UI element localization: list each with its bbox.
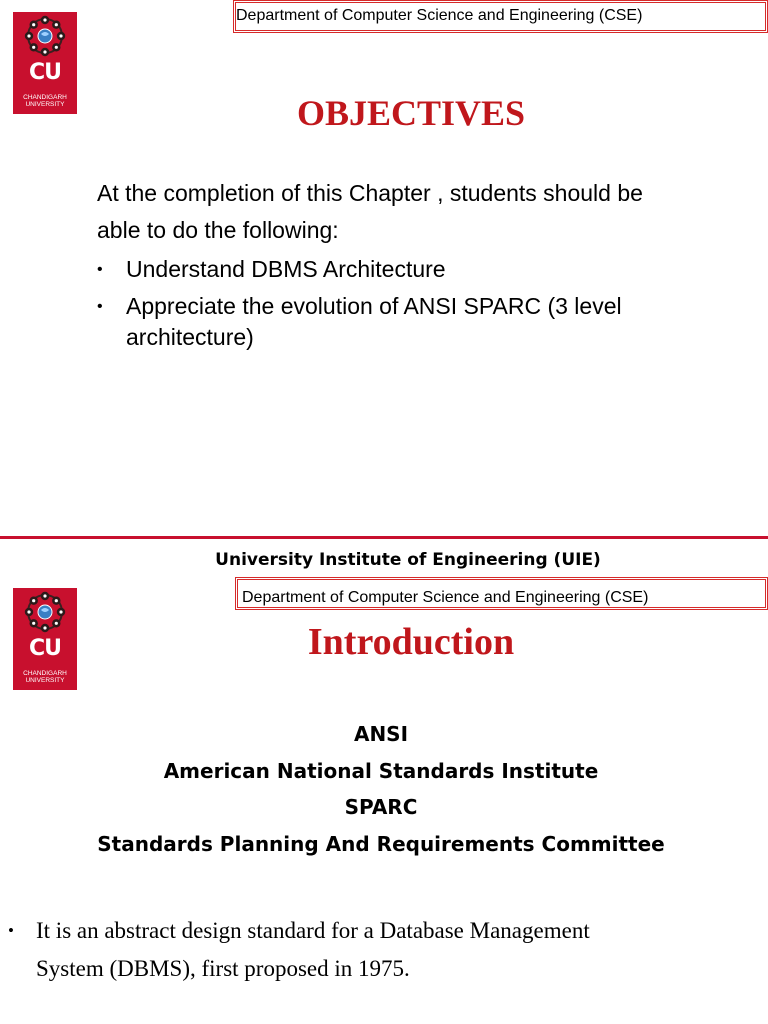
intro-line-2: able to do the following:: [97, 217, 339, 243]
acronym-line: ANSI: [353, 722, 409, 746]
bullet-dot-icon: •: [97, 298, 103, 315]
logo-initials: CU: [28, 60, 61, 85]
logo-university-name: CHANDIGARH UNIVERSITY: [23, 670, 67, 684]
department-label: Department of Computer Science and Engineering (CSE): [235, 577, 768, 610]
bullet-line-1: It is an abstract design standard for a Database Management: [36, 918, 590, 943]
gear-wheel-emblem-icon: [13, 12, 77, 64]
logo-university-name: CHANDIGARH UNIVERSITY: [23, 94, 67, 108]
slide-introduction: [0, 536, 768, 1024]
bullet-line-2: System (DBMS), first proposed in 1975.: [36, 956, 410, 981]
slide-divider: [0, 536, 768, 539]
institute-footer: University Institute of Engineering (UIE): [215, 550, 601, 570]
bullet-dot-icon: •: [97, 261, 103, 278]
objective-bullet: • Appreciate the evolution of ANSI SPARC (3 level architecture): [97, 293, 622, 350]
acronym-line: Standards Planning And Requirements Committee: [97, 832, 665, 856]
acronym-line: American National Standards Institute: [163, 759, 599, 783]
bullet-dot-icon: •: [8, 921, 14, 940]
intro-line-1: At the completion of this Chapter , students should be: [97, 180, 643, 206]
objective-bullet: • Understand DBMS Architecture: [97, 254, 757, 286]
slide-title: OBJECTIVES: [296, 93, 526, 133]
logo-initials: CU: [28, 636, 61, 661]
department-label: Department of Computer Science and Engineering (CSE): [233, 0, 768, 33]
acronym-line: SPARC: [344, 795, 418, 819]
slide-title: Introduction: [307, 621, 515, 663]
